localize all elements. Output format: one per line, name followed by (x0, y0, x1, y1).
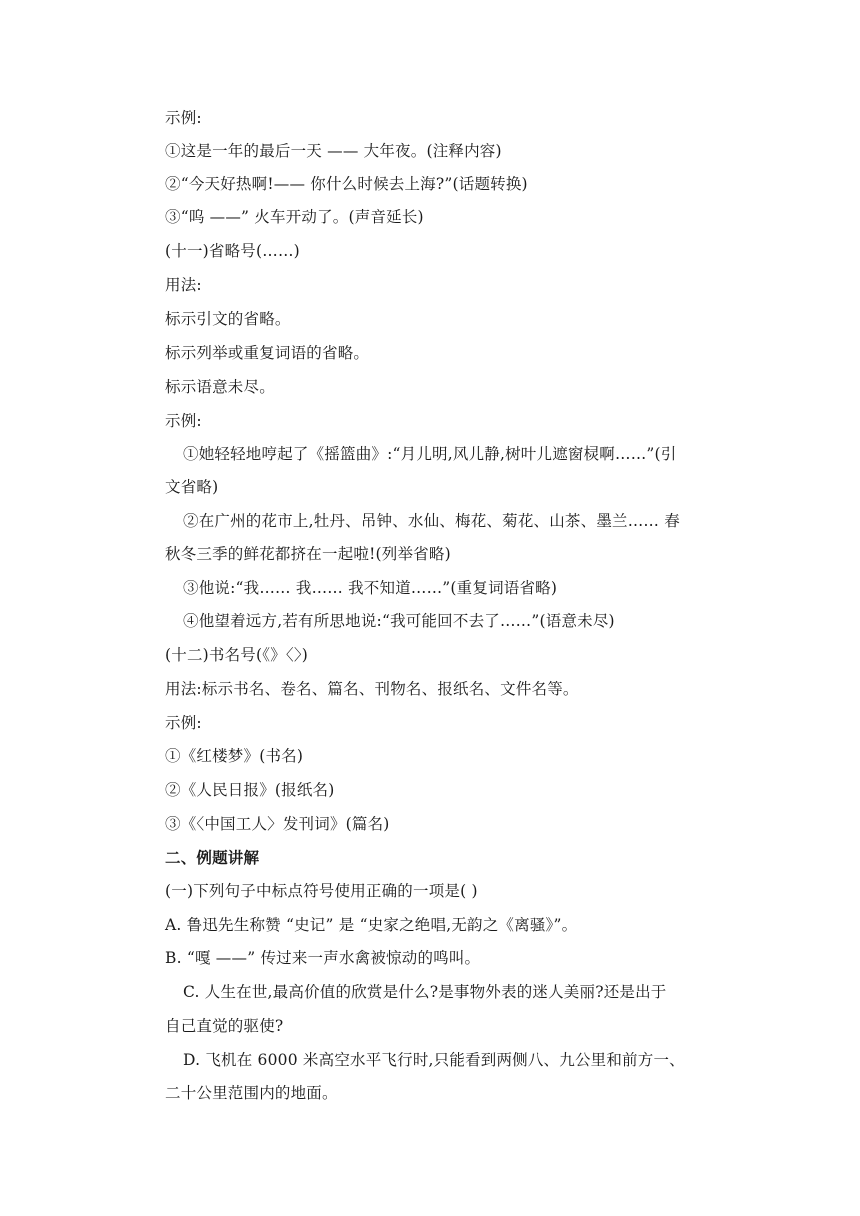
option-c-continued: 自己直觉的驱使? (165, 1017, 284, 1035)
example-line: ③“呜 ——” 火车开动了。(声音延长) (165, 208, 424, 226)
chapter-heading: 二、例题讲解 (165, 849, 260, 867)
example-label: 示例: (165, 714, 202, 732)
example-line: ③他说:“我…… 我…… 我不知道……”(重复词语省略) (183, 579, 558, 597)
question-title: (一)下列句子中标点符号使用正确的一项是( ) (165, 882, 478, 900)
usage-label: 用法: (165, 276, 202, 294)
usage-item: 标示引文的省略。 (165, 310, 291, 328)
example-line: ①《红楼梦》(书名) (165, 747, 304, 765)
example-line: ②“今天好热啊!—— 你什么时候去上海?”(话题转换) (165, 175, 528, 193)
example-line: ②《人民日报》(报纸名) (165, 781, 335, 799)
example-line-continued: 文省略) (165, 478, 219, 496)
usage-text: 用法:标示书名、卷名、篇名、刊物名、报纸名、文件名等。 (165, 680, 579, 698)
example-line: ③《〈中国工人〉发刊词》(篇名) (165, 815, 390, 833)
example-line: ②在广州的花市上,牡丹、吊钟、水仙、梅花、菊花、山茶、墨兰…… 春 (183, 512, 680, 530)
example-line-continued: 秋冬三季的鲜花都挤在一起啦!(列举省略) (165, 545, 451, 563)
section-title: (十一)省略号(……) (165, 242, 300, 260)
usage-item: 标示语意未尽。 (165, 378, 275, 396)
example-label: 示例: (165, 412, 202, 430)
section-title: (十二)书名号(《》〈〉) (165, 646, 309, 664)
option-c: C. 人生在世,最高价值的欣赏是什么?是事物外表的迷人美丽?还是出于 (183, 983, 667, 1001)
example-line: ④他望着远方,若有所思地说:“我可能回不去了……”(语意未尽) (183, 612, 615, 630)
option-b: B. “嘎 ——” 传过来一声水禽被惊动的鸣叫。 (165, 949, 481, 967)
example-line: ①她轻轻地哼起了《摇篮曲》:“月儿明,风儿静,树叶儿遮窗棂啊……”(引 (183, 445, 677, 463)
example-label: 示例: (165, 109, 202, 127)
option-a: A. 鲁迅先生称赞 “史记” 是 “史家之绝唱,无韵之《离骚》”。 (165, 916, 578, 934)
option-d-continued: 二十公里范围内的地面。 (165, 1084, 338, 1102)
example-line: ①这是一年的最后一天 —— 大年夜。(注释内容) (165, 142, 502, 160)
usage-item: 标示列举或重复词语的省略。 (165, 344, 370, 362)
option-d: D. 飞机在 6000 米高空水平飞行时,只能看到两侧八、九公里和前方一、 (183, 1051, 685, 1069)
